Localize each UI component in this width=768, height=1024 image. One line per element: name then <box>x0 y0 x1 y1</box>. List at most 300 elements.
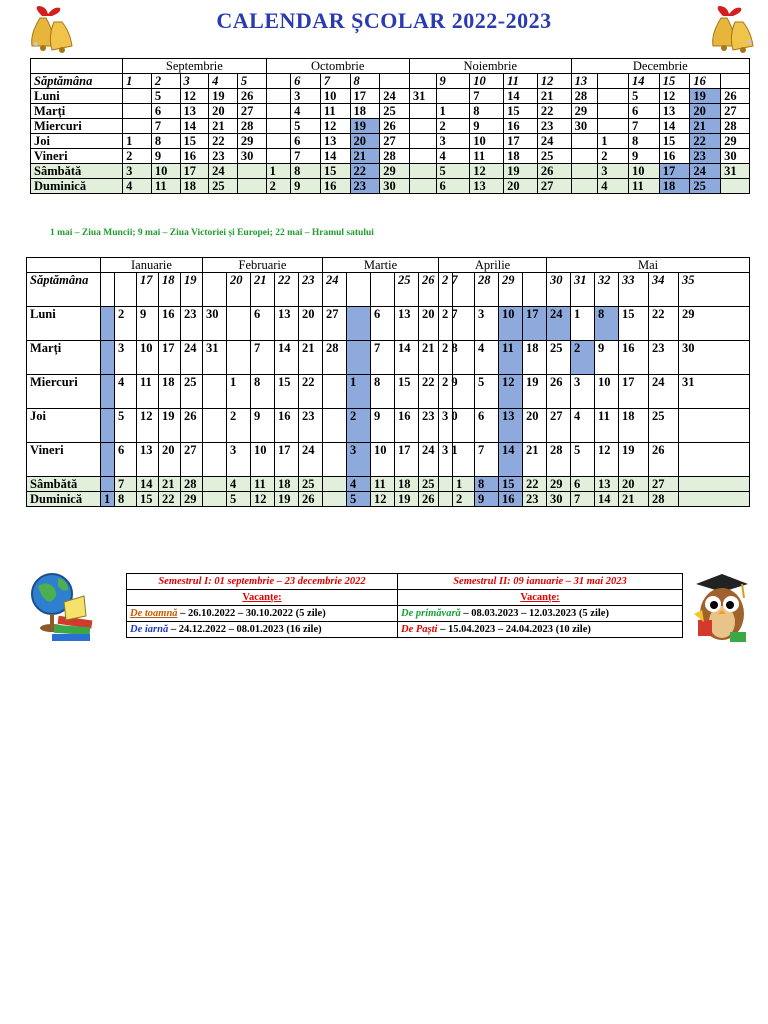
date-cell: 26 <box>721 89 750 104</box>
day-row <box>27 443 750 477</box>
date-cell: 3 <box>598 164 629 179</box>
date-cell: 26 <box>649 443 679 477</box>
date-cell: 7 <box>251 341 275 375</box>
date-cell: 15 <box>499 477 523 492</box>
date-cell: 22 <box>537 104 571 119</box>
date-cell: 18 <box>523 341 547 375</box>
date-cell: 11 <box>251 477 275 492</box>
date-cell <box>237 164 266 179</box>
date-cell: 9 <box>251 409 275 443</box>
date-cell: 5 <box>151 89 180 104</box>
week-number: 34 <box>649 273 679 307</box>
date-cell: 22 <box>690 134 721 149</box>
date-cell: 19 <box>504 164 538 179</box>
spring-vacation-dates: – 08.03.2023 – 12.03.2023 (5 zile) <box>460 608 609 619</box>
date-cell: 27 <box>537 179 571 194</box>
date-cell: 17 <box>523 307 547 341</box>
date-cell <box>203 443 227 477</box>
date-cell: 20 <box>209 104 238 119</box>
date-cell: 17 <box>350 89 380 104</box>
date-cell: 25 <box>537 149 571 164</box>
date-cell: 30 <box>547 492 571 507</box>
date-cell: 26 <box>299 492 323 507</box>
date-cell: 24 <box>380 89 410 104</box>
date-cell: 27 <box>323 307 347 341</box>
date-cell <box>266 89 291 104</box>
month-header: Aprilie <box>439 258 547 273</box>
date-cell: 17 <box>180 164 209 179</box>
date-cell: 31 <box>721 164 750 179</box>
date-cell: 16 <box>320 179 350 194</box>
day-row <box>27 409 750 443</box>
date-cell: 7 <box>628 119 659 134</box>
easter-vacation-label: De Paști <box>401 624 438 635</box>
date-cell: 16 <box>504 119 538 134</box>
date-cell: 3 <box>123 164 152 179</box>
date-cell <box>571 164 598 179</box>
date-cell: 13 <box>659 104 690 119</box>
date-cell <box>571 149 598 164</box>
date-cell: 8 <box>151 134 180 149</box>
date-cell: 27 <box>237 104 266 119</box>
date-cell: 4 <box>227 477 251 492</box>
date-cell: 28 <box>721 119 750 134</box>
week-label: Săptămâna <box>27 273 101 307</box>
month-header: Ianuarie <box>101 258 203 273</box>
date-cell: 11 <box>320 104 350 119</box>
date-cell: 8 <box>595 307 619 341</box>
calendar-table-jan-may <box>26 257 750 507</box>
date-cell: 29 <box>380 164 410 179</box>
month-header-blank <box>31 59 123 74</box>
date-cell: 14 <box>180 119 209 134</box>
date-cell: 12 <box>595 443 619 477</box>
date-cell: 7 <box>571 492 595 507</box>
date-cell: 21 <box>299 341 323 375</box>
date-cell: 27 <box>721 104 750 119</box>
week-number: 21 <box>251 273 275 307</box>
day-label: Sâmbătă <box>27 477 101 492</box>
date-cell: 13 <box>320 134 350 149</box>
date-cell: 27 <box>649 477 679 492</box>
autumn-vacation-label: De toamnă <box>130 608 178 619</box>
date-cell: 14 <box>595 492 619 507</box>
date-cell: 3 0 <box>439 409 453 443</box>
date-cell: 17 <box>659 164 690 179</box>
date-cell: 5 <box>436 164 470 179</box>
date-cell: 28 <box>181 477 203 492</box>
date-cell: 17 <box>395 443 419 477</box>
date-cell: 21 <box>350 149 380 164</box>
date-cell: 11 <box>470 149 504 164</box>
date-cell: 17 <box>504 134 538 149</box>
vacation-heading-1: Vacanțe: <box>127 590 398 606</box>
date-cell: 18 <box>659 179 690 194</box>
month-header-row <box>31 59 750 74</box>
date-cell: 20 <box>299 307 323 341</box>
day-label: Sâmbătă <box>31 164 123 179</box>
date-cell: 21 <box>619 492 649 507</box>
date-cell: 29 <box>679 307 750 341</box>
week-number <box>203 273 227 307</box>
week-number <box>266 74 291 89</box>
date-cell: 25 <box>380 104 410 119</box>
date-cell: 16 <box>499 492 523 507</box>
date-cell: 22 <box>299 375 323 409</box>
date-cell: 30 <box>237 149 266 164</box>
month-header-row <box>27 258 750 273</box>
date-cell: 6 <box>151 104 180 119</box>
date-cell: 2 <box>436 119 470 134</box>
date-cell <box>227 341 251 375</box>
day-row <box>27 341 750 375</box>
date-cell: 10 <box>320 89 350 104</box>
date-cell: 29 <box>181 492 203 507</box>
date-cell <box>323 492 347 507</box>
date-cell: 3 <box>115 341 137 375</box>
date-cell: 19 <box>350 119 380 134</box>
week-number: 31 <box>571 273 595 307</box>
month-header: Februarie <box>203 258 323 273</box>
date-cell <box>323 375 347 409</box>
week-number: 24 <box>323 273 347 307</box>
day-label: Joi <box>27 409 101 443</box>
date-cell: 6 <box>436 179 470 194</box>
date-cell: 24 <box>181 341 203 375</box>
week-number: 2 <box>151 74 180 89</box>
day-label: Marți <box>31 104 123 119</box>
date-cell: 23 <box>523 492 547 507</box>
day-row <box>27 477 750 492</box>
date-cell: 13 <box>470 179 504 194</box>
date-cell <box>571 134 598 149</box>
date-cell: 22 <box>649 307 679 341</box>
semester-table <box>126 573 683 638</box>
date-cell: 10 <box>470 134 504 149</box>
date-cell: 8 <box>115 492 137 507</box>
date-cell <box>266 149 291 164</box>
date-cell: 15 <box>504 104 538 119</box>
day-row <box>31 119 750 134</box>
date-cell: 25 <box>181 375 203 409</box>
date-cell: 5 <box>475 375 499 409</box>
semester-2-label: Semestrul II: <box>453 576 511 587</box>
day-row <box>31 134 750 149</box>
vacation-heading-2: Vacanțe: <box>398 590 683 606</box>
date-cell: 18 <box>350 104 380 119</box>
date-cell: 26 <box>237 89 266 104</box>
week-number: 20 <box>227 273 251 307</box>
date-cell: 19 <box>159 409 181 443</box>
week-number <box>101 273 115 307</box>
date-cell: 24 <box>299 443 323 477</box>
date-cell: 3 1 <box>439 443 453 477</box>
day-row <box>31 164 750 179</box>
date-cell: 7 <box>291 149 321 164</box>
date-cell <box>323 443 347 477</box>
date-cell: 17 <box>619 375 649 409</box>
semester-1-cell <box>127 574 398 590</box>
semester-1-range: 01 septembrie – 23 decembrie 2022 <box>214 576 366 587</box>
day-row <box>27 492 750 507</box>
month-header: Mai <box>547 258 750 273</box>
date-cell: 9 <box>475 492 499 507</box>
date-cell: 26 <box>537 164 571 179</box>
day-label: Miercuri <box>27 375 101 409</box>
date-cell: 18 <box>619 409 649 443</box>
date-cell: 13 <box>395 307 419 341</box>
date-cell: 2 <box>227 409 251 443</box>
month-header-blank <box>27 258 101 273</box>
date-cell: 9 <box>470 119 504 134</box>
date-cell: 15 <box>659 134 690 149</box>
date-cell: 14 <box>499 443 523 477</box>
date-cell: 12 <box>659 89 690 104</box>
week-number <box>523 273 547 307</box>
date-cell <box>439 492 453 507</box>
week-number: 1 <box>123 74 152 89</box>
holidays-note: 1 mai – Ziua Muncii; 9 mai – Ziua Victoriei și Europei; 22 mai – Hramul satului <box>50 228 374 238</box>
date-cell: 28 <box>237 119 266 134</box>
week-label: Săptămâna <box>31 74 123 89</box>
date-cell <box>598 89 629 104</box>
date-cell <box>721 179 750 194</box>
date-cell: 9 <box>595 341 619 375</box>
date-cell: 4 <box>436 149 470 164</box>
date-cell <box>123 119 152 134</box>
date-cell: 10 <box>595 375 619 409</box>
date-cell <box>101 307 115 341</box>
date-cell: 10 <box>251 443 275 477</box>
date-cell: 13 <box>499 409 523 443</box>
date-cell: 23 <box>649 341 679 375</box>
date-cell: 26 <box>419 492 439 507</box>
week-number: 10 <box>470 74 504 89</box>
date-cell: 26 <box>181 409 203 443</box>
date-cell: 14 <box>659 119 690 134</box>
date-cell: 28 <box>323 341 347 375</box>
date-cell: 1 <box>101 492 115 507</box>
date-cell: 23 <box>181 307 203 341</box>
week-number: 16 <box>690 74 721 89</box>
date-cell: 9 <box>371 409 395 443</box>
date-cell: 17 <box>159 341 181 375</box>
date-cell <box>598 119 629 134</box>
week-number: 25 <box>395 273 419 307</box>
date-cell <box>347 307 371 341</box>
date-cell: 25 <box>690 179 721 194</box>
date-cell: 16 <box>180 149 209 164</box>
date-cell: 17 <box>275 443 299 477</box>
date-cell: 2 <box>571 341 595 375</box>
date-cell: 11 <box>628 179 659 194</box>
date-cell: 24 <box>547 307 571 341</box>
date-cell: 24 <box>649 375 679 409</box>
date-cell <box>203 492 227 507</box>
date-cell: 6 <box>628 104 659 119</box>
date-cell <box>323 477 347 492</box>
week-number: 18 <box>159 273 181 307</box>
date-cell: 29 <box>571 104 598 119</box>
date-cell <box>101 477 115 492</box>
week-number: 12 <box>537 74 571 89</box>
easter-vacation-dates: – 15.04.2023 – 24.04.2023 (10 zile) <box>437 624 591 635</box>
date-cell: 16 <box>659 149 690 164</box>
date-cell: 25 <box>419 477 439 492</box>
date-cell: 14 <box>504 89 538 104</box>
calendar-table-sep-dec <box>30 58 750 194</box>
month-header: Septembrie <box>123 59 266 74</box>
date-cell: 11 <box>137 375 159 409</box>
date-cell: 31 <box>679 375 750 409</box>
date-cell: 2 7 <box>439 307 453 341</box>
day-row <box>27 375 750 409</box>
date-cell: 19 <box>275 492 299 507</box>
date-cell: 23 <box>419 409 439 443</box>
week-number-row <box>27 273 750 307</box>
date-cell: 10 <box>499 307 523 341</box>
date-cell <box>266 104 291 119</box>
date-cell: 18 <box>504 149 538 164</box>
date-cell: 28 <box>547 443 571 477</box>
semester-2-cell <box>398 574 683 590</box>
date-cell: 3 <box>227 443 251 477</box>
date-cell: 6 <box>291 134 321 149</box>
day-label: Miercuri <box>31 119 123 134</box>
date-cell: 4 <box>598 179 629 194</box>
date-cell: 25 <box>649 409 679 443</box>
date-cell: 30 <box>679 341 750 375</box>
date-cell: 22 <box>350 164 380 179</box>
date-cell: 5 <box>291 119 321 134</box>
week-number <box>409 74 436 89</box>
day-label: Vineri <box>27 443 101 477</box>
date-cell: 28 <box>380 149 410 164</box>
week-number <box>598 74 629 89</box>
day-row <box>31 179 750 194</box>
date-cell <box>101 375 115 409</box>
date-cell: 5 <box>347 492 371 507</box>
date-cell: 2 9 <box>439 375 453 409</box>
date-cell: 23 <box>690 149 721 164</box>
date-cell: 18 <box>159 375 181 409</box>
date-cell <box>409 164 436 179</box>
date-cell: 31 <box>203 341 227 375</box>
date-cell: 22 <box>159 492 181 507</box>
date-cell: 19 <box>395 492 419 507</box>
date-cell: 1 <box>571 307 595 341</box>
date-cell: 20 <box>159 443 181 477</box>
date-cell: 4 <box>475 341 499 375</box>
day-label: Luni <box>27 307 101 341</box>
date-cell: 20 <box>690 104 721 119</box>
date-cell: 28 <box>571 89 598 104</box>
date-cell <box>679 477 750 492</box>
date-cell: 4 <box>115 375 137 409</box>
spring-vacation-label: De primăvară <box>401 608 461 619</box>
date-cell: 31 <box>409 89 436 104</box>
week-number: 30 <box>547 273 571 307</box>
day-label: Vineri <box>31 149 123 164</box>
date-cell: 15 <box>320 164 350 179</box>
day-label: Duminică <box>27 492 101 507</box>
date-cell <box>409 134 436 149</box>
date-cell: 2 8 <box>439 341 453 375</box>
semester-2-range: 09 ianuarie – 31 mai 2023 <box>513 576 627 587</box>
date-cell: 6 <box>251 307 275 341</box>
date-cell <box>679 443 750 477</box>
week-number: 4 <box>209 74 238 89</box>
date-cell: 2 <box>123 149 152 164</box>
date-cell: 21 <box>537 89 571 104</box>
date-cell <box>409 104 436 119</box>
date-cell <box>123 104 152 119</box>
date-cell <box>237 179 266 194</box>
date-cell: 15 <box>619 307 649 341</box>
date-cell <box>227 307 251 341</box>
date-cell: 3 <box>291 89 321 104</box>
week-number: 19 <box>181 273 203 307</box>
date-cell: 8 <box>628 134 659 149</box>
date-cell: 4 <box>571 409 595 443</box>
date-cell: 6 <box>115 443 137 477</box>
date-cell: 21 <box>419 341 439 375</box>
date-cell <box>409 149 436 164</box>
date-cell: 20 <box>523 409 547 443</box>
date-cell: 14 <box>275 341 299 375</box>
week-number: 28 <box>475 273 499 307</box>
date-cell: 5 <box>115 409 137 443</box>
date-cell: 15 <box>180 134 209 149</box>
date-cell <box>203 409 227 443</box>
date-cell <box>266 134 291 149</box>
day-label: Joi <box>31 134 123 149</box>
date-cell: 10 <box>137 341 159 375</box>
date-cell: 14 <box>320 149 350 164</box>
date-cell <box>323 409 347 443</box>
day-row <box>27 307 750 341</box>
week-number: 33 <box>619 273 649 307</box>
date-cell: 21 <box>690 119 721 134</box>
date-cell: 2 <box>115 307 137 341</box>
date-cell: 30 <box>721 149 750 164</box>
date-cell: 13 <box>595 477 619 492</box>
date-cell: 9 <box>151 149 180 164</box>
date-cell <box>679 492 750 507</box>
week-number: 7 <box>320 74 350 89</box>
date-cell: 23 <box>350 179 380 194</box>
date-cell: 29 <box>721 134 750 149</box>
date-cell: 8 <box>371 375 395 409</box>
day-label: Luni <box>31 89 123 104</box>
date-cell: 4 <box>123 179 152 194</box>
date-cell <box>101 443 115 477</box>
date-cell: 10 <box>628 164 659 179</box>
week-number: 22 <box>275 273 299 307</box>
date-cell: 9 <box>137 307 159 341</box>
week-number <box>347 273 371 307</box>
date-cell <box>598 104 629 119</box>
date-cell <box>266 119 291 134</box>
date-cell: 2 <box>453 492 475 507</box>
week-number: 13 <box>571 74 598 89</box>
date-cell: 6 <box>571 477 595 492</box>
date-cell: 13 <box>180 104 209 119</box>
week-number: 35 <box>679 273 750 307</box>
date-cell: 22 <box>523 477 547 492</box>
date-cell: 6 <box>475 409 499 443</box>
date-cell: 18 <box>275 477 299 492</box>
